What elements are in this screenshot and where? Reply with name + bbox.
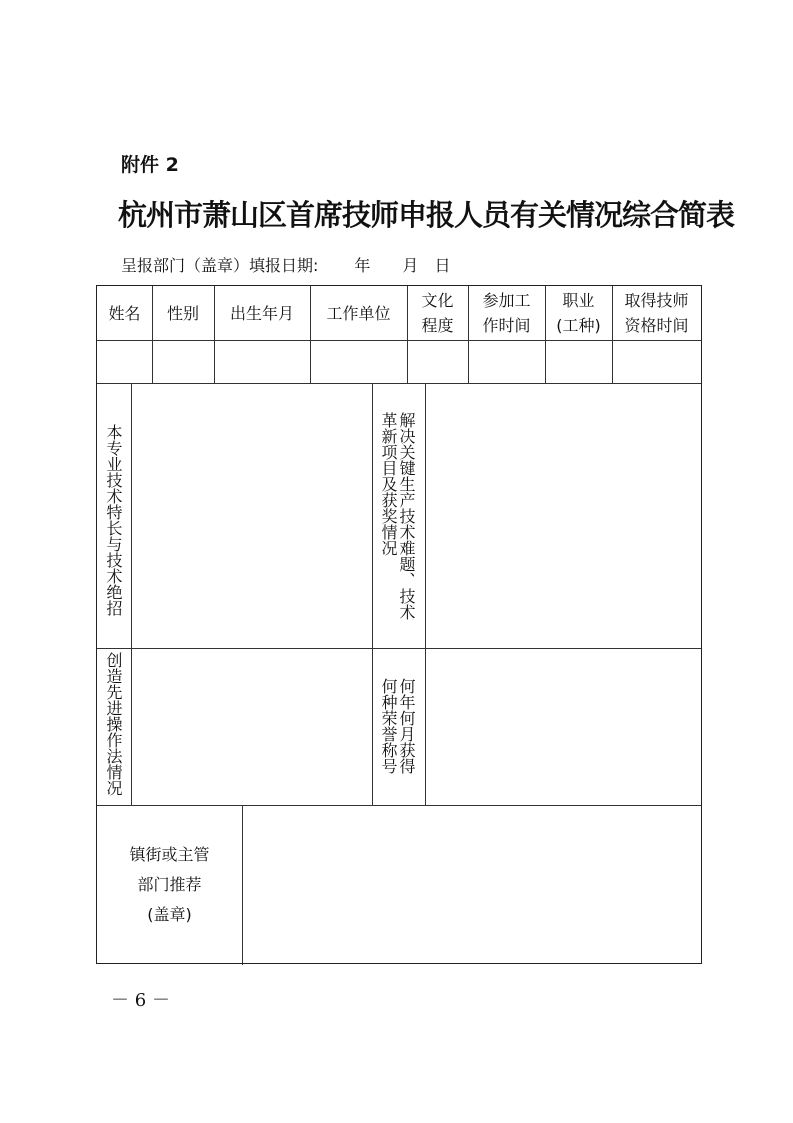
recommend-field[interactable] <box>243 806 701 963</box>
application-form-table <box>96 285 702 964</box>
submit-day-label: 日 <box>434 256 451 275</box>
header-cert-time <box>612 286 701 340</box>
honors-field[interactable] <box>426 649 701 805</box>
col-divider <box>372 383 373 805</box>
key-problems-label: 解决关键生产技术难题、技术革新项目及获奖情况 <box>379 412 416 620</box>
recommend-line1: 镇街或主管 <box>129 844 210 864</box>
occupation-field[interactable] <box>545 340 612 383</box>
birth-field[interactable] <box>214 340 310 383</box>
header-name: 姓名 <box>108 303 141 323</box>
header-education <box>407 286 468 340</box>
header-work-unit: 工作单位 <box>326 303 391 323</box>
header-occupation-line1: 职业 <box>562 291 595 310</box>
work-unit-field[interactable] <box>310 340 407 383</box>
header-education-line1: 文化 <box>421 291 454 310</box>
advanced-methods-label: 创造先进操作法情况 <box>104 652 123 796</box>
expertise-label: 本专业技术特长与技术绝招 <box>104 424 123 616</box>
expertise-field[interactable] <box>132 384 372 648</box>
header-cert-time-line2: 资格时间 <box>624 316 689 335</box>
page-number-footer <box>0 986 793 1012</box>
submit-info-line <box>121 253 450 276</box>
header-work-start-line2: 作时间 <box>482 316 531 335</box>
page-number: － 6 － <box>111 990 170 1011</box>
recommend-label <box>97 806 242 963</box>
header-occupation <box>545 286 612 340</box>
page-title: 杭州市萧山区首席技师申报人员有关情况综合简表 <box>118 198 735 232</box>
submit-dept-label: 呈报部门（盖章）填报日期: <box>121 256 319 275</box>
honors-label: 何年何月获得何种荣誉称号 <box>379 678 416 774</box>
submit-month-label: 月 <box>402 256 419 275</box>
recommend-line3: (盖章) <box>147 904 192 924</box>
header-birth: 出生年月 <box>229 303 294 323</box>
cert-time-field[interactable] <box>612 340 701 383</box>
education-field[interactable] <box>407 340 468 383</box>
key-problems-field[interactable] <box>426 384 701 648</box>
name-field[interactable] <box>97 340 152 383</box>
attachment-label: 附件 2 <box>121 154 179 176</box>
header-gender: 性别 <box>166 303 199 323</box>
header-cert-time-line1: 取得技师 <box>624 291 689 310</box>
header-work-start <box>468 286 545 340</box>
gender-field[interactable] <box>152 340 214 383</box>
header-education-line2: 程度 <box>421 316 454 335</box>
advanced-methods-field[interactable] <box>132 649 372 805</box>
recommend-line2: 部门推荐 <box>137 874 202 894</box>
header-work-start-line1: 参加工 <box>482 291 531 310</box>
work-start-field[interactable] <box>468 340 545 383</box>
header-occupation-line2: (工种) <box>556 316 601 335</box>
submit-year-label: 年 <box>354 256 371 275</box>
